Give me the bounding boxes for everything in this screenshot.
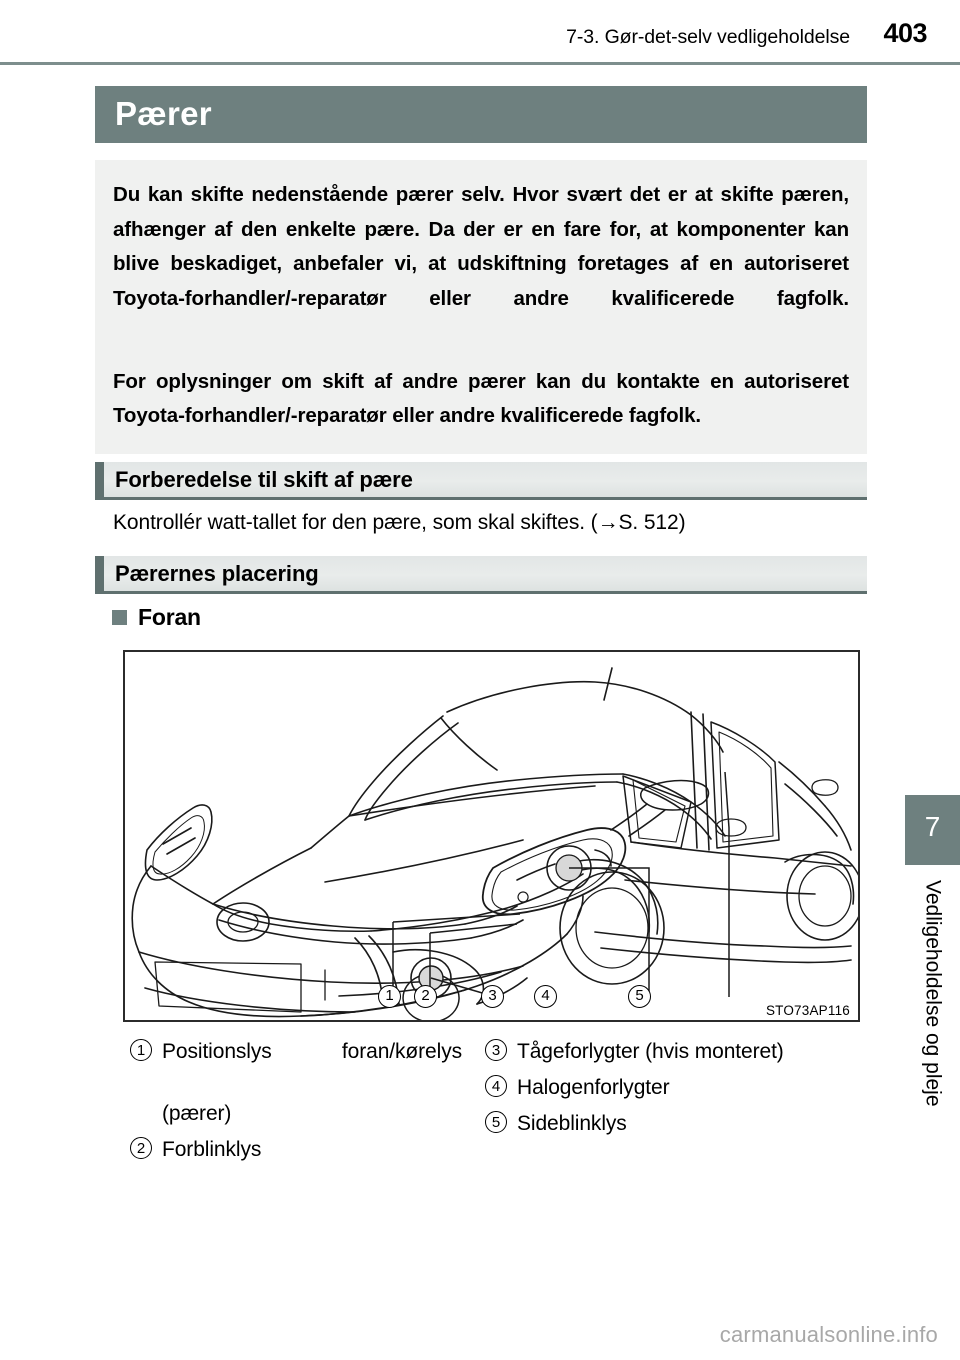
- chapter-tab-label: Vedligeholdelse og pleje: [921, 880, 945, 1107]
- callout-number-1: 1: [378, 985, 401, 1008]
- chapter-tab-label-wrap: [905, 880, 960, 1210]
- figure-front-bulb-locations: [123, 650, 860, 1022]
- legend-number-3: 3: [485, 1039, 507, 1061]
- callout-number-3: 3: [481, 985, 504, 1008]
- section-heading-locations: [95, 556, 867, 594]
- page-title-bar: [95, 86, 867, 143]
- square-bullet-icon: [112, 610, 127, 625]
- subheading-front: [112, 604, 201, 631]
- section-heading-locations-label: Pærernes placering: [115, 561, 319, 586]
- legend-item-1: [130, 1036, 475, 1129]
- legend-label-2: Forblinklys: [162, 1138, 262, 1161]
- legend-item-4: [485, 1072, 865, 1103]
- preparation-body-text: Kontrollér watt-tallet for den pære, som skal skiftes. (→S. 512): [113, 511, 686, 534]
- legend-label-5: Sideblinklys: [517, 1112, 627, 1135]
- legend-label-1: Positionslys foran/kørelys: [162, 1040, 462, 1063]
- intro-note-box: [95, 160, 867, 454]
- callout-number-4: 4: [534, 985, 557, 1008]
- legend-number-1: 1: [130, 1039, 152, 1061]
- callout-number-5: 5: [628, 985, 651, 1008]
- legend-item-3: [485, 1036, 865, 1067]
- section-accent-bar: [95, 556, 104, 591]
- legend-number-4: 4: [485, 1075, 507, 1097]
- chapter-tab-number: 7: [924, 811, 941, 842]
- legend-item-2: [130, 1134, 475, 1165]
- section-heading-preparation: [95, 462, 867, 500]
- section-heading-preparation-label: Forberedelse til skift af pære: [115, 467, 413, 492]
- footer-watermark: carmanualsonline.info: [719, 1322, 938, 1347]
- legend-number-2: 2: [130, 1137, 152, 1159]
- intro-paragraph-2: For oplysninger om skift af andre pærer kan du kontakte en autoriseret Toyota-forhandler/-reparatør eller andre kvalificerede fagfolk.: [113, 369, 849, 427]
- callout-number-2: 2: [414, 985, 437, 1008]
- legend-number-5: 5: [485, 1111, 507, 1133]
- legend-label-1-line2: (pærer): [162, 1102, 232, 1125]
- car-front-three-quarter-illustration: [125, 652, 858, 1020]
- figure-legend: [130, 1036, 865, 1166]
- section-accent-bar: [95, 462, 104, 497]
- chapter-tab: [905, 795, 960, 865]
- legend-label-4: Halogenforlygter: [517, 1076, 670, 1099]
- figure-code: STO73AP116: [765, 1003, 850, 1018]
- header-section-title: 7-3. Gør-det-selv vedligeholdelse: [566, 26, 850, 48]
- page-number: 403: [883, 18, 927, 48]
- legend-label-3: Tågeforlygter (hvis monteret): [517, 1040, 784, 1063]
- intro-paragraph-1: Du kan skifte nedenstående pærer selv. Hvor svært det er at skifte pæren, afhænger af den enkelte pære. Da der er en fare for, at komponenter kan blive beskadiget, anbefaler vi, at udskiftning foretages af en autoriseret Toyota-forhandler/-reparatør eller andre kvalificerede fagfolk.: [113, 183, 849, 310]
- legend-column-left: [130, 1036, 475, 1170]
- legend-column-right: [485, 1036, 865, 1144]
- subheading-front-label: Foran: [138, 604, 201, 630]
- header-divider: [0, 62, 960, 65]
- page-header: [0, 0, 960, 62]
- legend-item-5: [485, 1108, 865, 1139]
- page-title: Pærer: [115, 95, 212, 132]
